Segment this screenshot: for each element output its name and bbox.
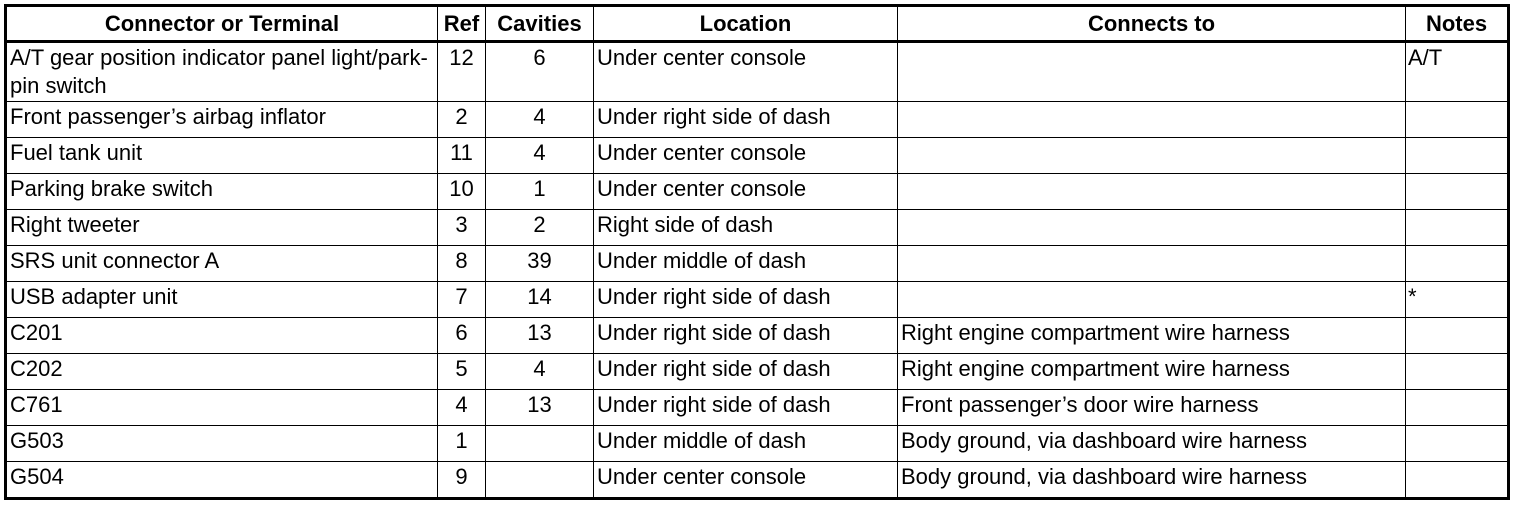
cell-connector: C761 [6,390,438,426]
cell-connects-to: Body ground, via dashboard wire harness [898,426,1406,462]
cell-notes [1406,462,1509,499]
cell-connector: A/T gear position indicator panel light/park-pin switch [6,42,438,102]
cell-notes [1406,174,1509,210]
cell-cavities: 13 [486,390,594,426]
table-row [6,318,1509,354]
header-cavities: Cavities [486,6,594,42]
cell-connects-to [898,138,1406,174]
cell-ref: 5 [438,354,486,390]
cell-notes: * [1406,282,1509,318]
table-row [6,354,1509,390]
header-location: Location [594,6,898,42]
table-row [6,42,1509,102]
cell-connects-to [898,246,1406,282]
connector-table [4,4,1510,500]
cell-notes [1406,246,1509,282]
cell-connector: USB adapter unit [6,282,438,318]
table-row [6,462,1509,499]
cell-notes [1406,390,1509,426]
header-connects-to: Connects to [898,6,1406,42]
cell-ref: 7 [438,282,486,318]
cell-connector: Right tweeter [6,210,438,246]
table-row [6,426,1509,462]
cell-cavities: 13 [486,318,594,354]
table-row [6,174,1509,210]
cell-cavities: 1 [486,174,594,210]
cell-ref: 10 [438,174,486,210]
cell-ref: 3 [438,210,486,246]
cell-cavities: 4 [486,138,594,174]
cell-location: Under center console [594,174,898,210]
cell-connects-to [898,42,1406,102]
cell-cavities: 2 [486,210,594,246]
cell-location: Under right side of dash [594,282,898,318]
cell-notes [1406,102,1509,138]
cell-connector: Fuel tank unit [6,138,438,174]
cell-connects-to [898,102,1406,138]
cell-location: Under right side of dash [594,354,898,390]
cell-location: Under middle of dash [594,426,898,462]
table-row [6,138,1509,174]
cell-ref: 2 [438,102,486,138]
cell-location: Under middle of dash [594,246,898,282]
cell-connects-to [898,210,1406,246]
table-row [6,282,1509,318]
cell-cavities [486,426,594,462]
cell-ref: 9 [438,462,486,499]
table-header [6,6,1509,42]
cell-cavities: 4 [486,102,594,138]
cell-connects-to: Right engine compartment wire harness [898,318,1406,354]
cell-location: Under center console [594,42,898,102]
table-row [6,246,1509,282]
cell-ref: 12 [438,42,486,102]
cell-location: Under center console [594,138,898,174]
table-body [6,42,1509,499]
cell-notes [1406,318,1509,354]
cell-ref: 1 [438,426,486,462]
cell-cavities: 14 [486,282,594,318]
cell-notes: A/T [1406,42,1509,102]
cell-connects-to [898,282,1406,318]
table-row [6,210,1509,246]
header-row [6,6,1509,42]
cell-connector: SRS unit connector A [6,246,438,282]
cell-connector: Parking brake switch [6,174,438,210]
cell-connector: Front passenger’s airbag inflator [6,102,438,138]
cell-ref: 6 [438,318,486,354]
cell-cavities: 39 [486,246,594,282]
cell-connector: G503 [6,426,438,462]
cell-location: Under right side of dash [594,102,898,138]
cell-connects-to [898,174,1406,210]
cell-notes [1406,426,1509,462]
cell-cavities [486,462,594,499]
cell-ref: 11 [438,138,486,174]
cell-location: Under center console [594,462,898,499]
cell-connects-to: Body ground, via dashboard wire harness [898,462,1406,499]
header-notes: Notes [1406,6,1509,42]
cell-connects-to: Right engine compartment wire harness [898,354,1406,390]
header-connector: Connector or Terminal [6,6,438,42]
cell-connector: C201 [6,318,438,354]
cell-notes [1406,210,1509,246]
cell-cavities: 6 [486,42,594,102]
cell-location: Right side of dash [594,210,898,246]
cell-ref: 8 [438,246,486,282]
cell-ref: 4 [438,390,486,426]
cell-location: Under right side of dash [594,390,898,426]
cell-location: Under right side of dash [594,318,898,354]
cell-connects-to: Front passenger’s door wire harness [898,390,1406,426]
cell-connector: C202 [6,354,438,390]
table-row [6,102,1509,138]
cell-cavities: 4 [486,354,594,390]
table-row [6,390,1509,426]
cell-connector: G504 [6,462,438,499]
cell-notes [1406,138,1509,174]
header-ref: Ref [438,6,486,42]
cell-notes [1406,354,1509,390]
